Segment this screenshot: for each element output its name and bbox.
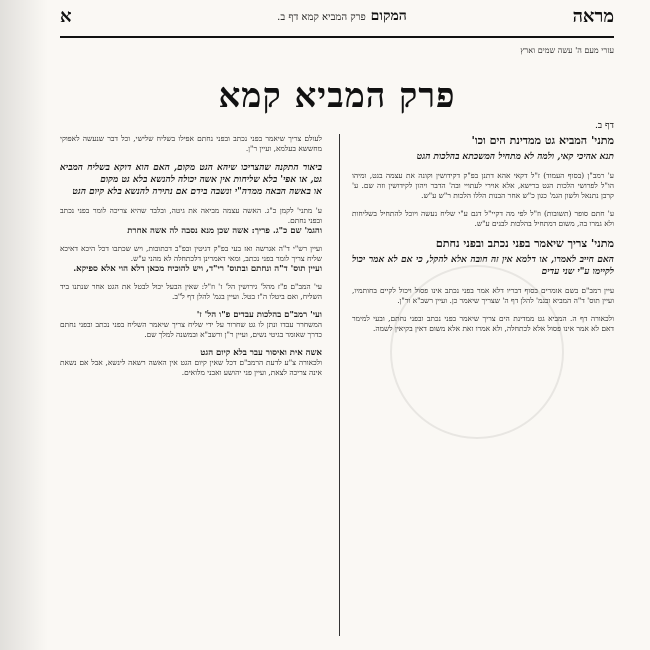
section-question: האם חייב לאמרו, או דלמא אין זה חובה אלא להקל, כי אם לא אמר יכול לקיימו ע"י שני עדים <box>352 255 614 277</box>
epigraph: עזרי מעם ה' עשה שמים וארץ <box>520 46 614 55</box>
section-question: או באשה הבאה ממדה"י ונשבה בידם אם נתירה להנשא בלא קיום הגט <box>72 187 322 197</box>
chapter-title: פרק המביא קמא <box>218 76 456 116</box>
header-right-title: מראה <box>572 6 614 27</box>
page-number: א <box>60 6 72 27</box>
commentary-paragraph: ע' חתם סופר (תשובות) וז"ל לפי מה דקיי"ל דגם ע"י שליח נעשה ויוכל להתחיל בשליחות ולא גמרו בה, משום דמתחיל בהלכות לבנים ע"ש. <box>352 209 614 228</box>
bold-note: אשה אית ואיסור עבר בלא קיום הגט <box>200 348 322 358</box>
commentary-paragraph: עיין רמב"ם בשם אומרים בסוף דבריו דלא אמר בפני נכתב אינו פסול ויכול לקיים בחותמיו, ועיין תוס' ד"ה המביא ובגמ' להלן דף ה' שצריך שיאמר כן. ועיין רשב"א ור"ן. <box>352 286 614 305</box>
left-column <box>60 134 322 640</box>
header-center <box>267 8 407 25</box>
commentary-paragraph: המשחרר עבדו ונתן לו גט שחרור על ידי שליח צריך שיאמר השליח בפני נכתב ובפני נחתם כדרך שאומר בגיטי נשים, ועיין ר"ן ורשב"א ובמשנה למלך שם. <box>60 320 322 339</box>
bold-note: ועיין תוס' ד"ה ונחתם ובתוס' רי"ד, ויש להוכיח מכאן דלא הוי אלא ספיקא. <box>73 264 322 274</box>
bold-note: ועי' רמב"ם בהלכות עבדים פ"ו הל' ז' <box>196 310 322 320</box>
section-question: תנא אהיכי קאי, ולמה לא מתחיל המשכתא בהלכות הגט <box>416 152 614 162</box>
daf-marker: דף ב. <box>594 121 614 131</box>
running-header <box>60 6 614 36</box>
header-center-title: המקום <box>370 8 407 24</box>
section-heading: מתני' המביא גט ממדינת הים וכו' <box>471 134 614 147</box>
commentary-paragraph: לעולם צריך שיאמר בפני נכתב ובפני נחתם אפילו בשליח שלישי, וכל דבר שנעשה לאפוקי מחששא בעלמא, ועיין ר"ן. <box>60 134 322 153</box>
commentary-paragraph: ע' רמב"ן (בסוף העמוד) ז"ל דקאי אהא דתנן בפ"ק דקידושין וקונה את עצמה בגט, ומיהו הו"ל לפרושי הלכות הגט ברישא, אלא אוירי לעתויי ובה' הדבר ויהון לקידושין וזה שם. ע' קרבן נתנאל ולשון הגמ' כגון כ"ש אחר הבנות הללו הלכות ר"ש ע"ש. <box>352 171 614 200</box>
commentary-paragraph: ע' מתני' לקמן כ"ג. האשה עצמה מביאה את גיטה, ובלבד שהיא צריכה לומר בפני נכתב ובפני נחתם. <box>60 206 322 225</box>
section-heading: מתני' צריך שיאמר בפני נכתב ובפני נחתם <box>435 237 614 250</box>
section-question: ביאור התקנה שהצריכו שיהא הגט מקום, האם הוא דוקא בשליח המביא גט, או אפי' בלא שליחות אין אשה יכולה להנשא בלא גט מקום <box>60 163 322 185</box>
column-divider <box>339 134 340 636</box>
commentary-paragraph: עי' המב"ם פ"ז מהל' גירושין הל' ז' וז"ל: שאין הבעל יכול לבטל את הגט אחר שנתנו ביד השליח, ואם ביטלו ה"ז בטל. ועיין בגמ' להלן דף ל"ב. <box>60 282 322 301</box>
header-subtitle: פרק המביא קמא דף ב. <box>277 12 366 23</box>
commentary-paragraph: ולכאורה דף ה. המביא גט ממדינת הים צריך שיאמר בפני נכתב ובפני נחתם, ובעי למימר דאם לא אמר אינו פסול אלא לכתחלה, ולא אמרו זאת אלא משום דאין בקיאין לשמה. <box>352 314 614 333</box>
commentary-paragraph: ועיין רש"י ד"ה אגרשה ואז בעי בפ"ק דגיטין ובפ"ב דכתובות, ויש שכתבו דכל היכא דאיכא שליח צריך לומר בפני נכתב, ומאי דאמרינן דלכתחלה לא מהני ע"ש. <box>60 244 322 263</box>
header-rule <box>60 36 614 38</box>
right-column <box>352 134 614 640</box>
commentary-paragraph: ולכאורה צ"ע לדעת הרמב"ם דכל שאין קיום הגט אין האשה רשאה לינשא, אבל אם נשאת אינה צריכה לצאת, ועיין פני יהושע ואבני מלואים. <box>60 358 322 377</box>
bold-note: והגמ' שם כ"ג. פריך: אשה שכן מנא נסבה לה אשה אחרת <box>127 226 322 236</box>
page-gutter-shadow <box>0 0 48 650</box>
